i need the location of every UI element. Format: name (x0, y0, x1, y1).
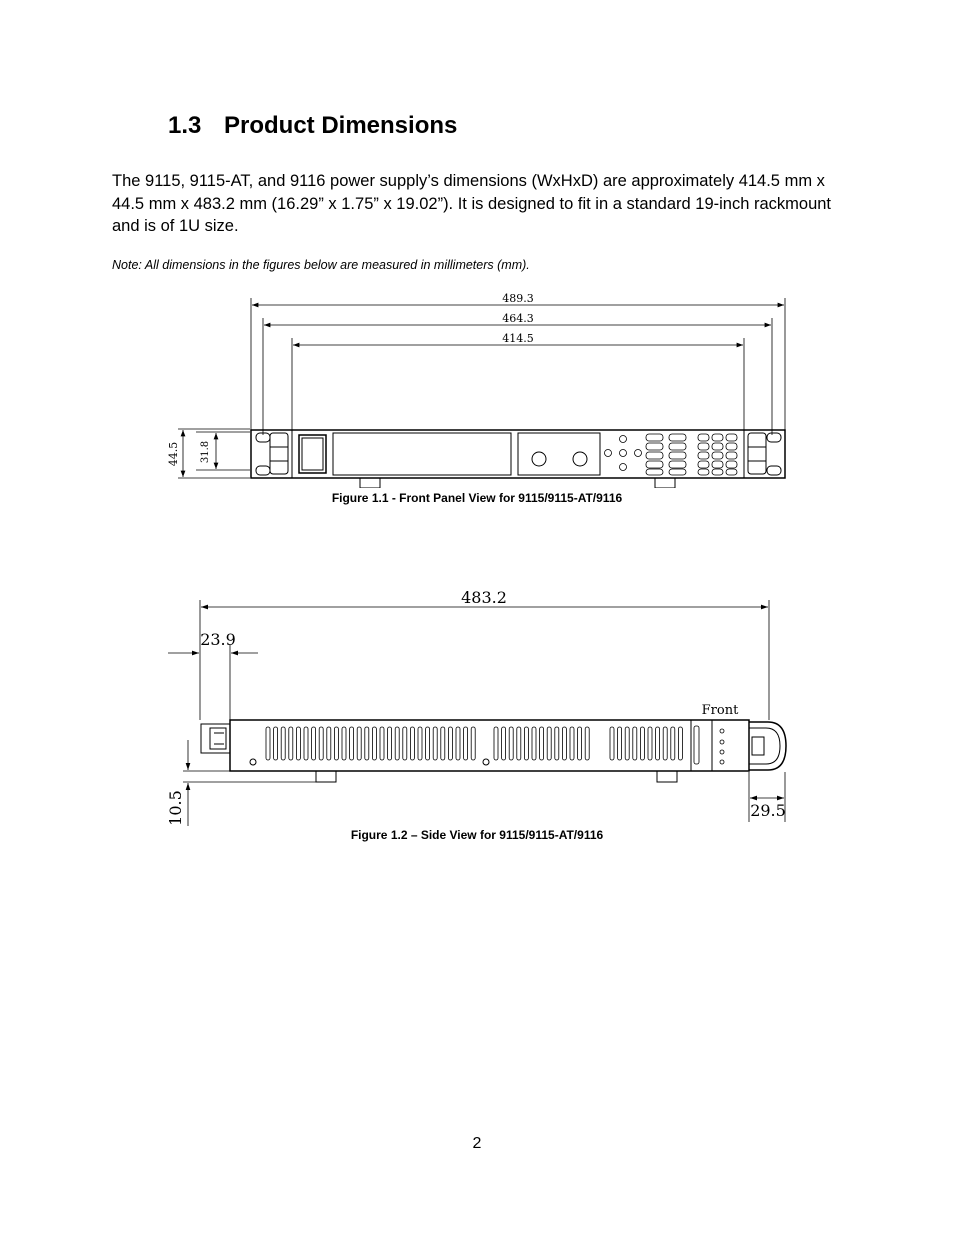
vent-slot (418, 727, 422, 760)
vent-slot (540, 727, 544, 760)
vent-slot (524, 727, 528, 760)
vent-slot (281, 727, 285, 760)
vent-slots-middle (494, 727, 589, 760)
vent-slot (625, 727, 629, 760)
vent-slot (547, 727, 551, 760)
vent-slot (471, 727, 475, 760)
numeric-keypad (698, 434, 737, 475)
vent-slot (678, 727, 682, 760)
section-title: Product Dimensions (224, 112, 458, 139)
vent-slot (618, 727, 622, 760)
figure2-caption: Figure 1.2 – Side View for 9115/9115-AT/9116 (350, 828, 604, 842)
section-number: 1.3 (168, 112, 202, 139)
current-knob (573, 452, 587, 466)
dim-inner-height-label: 31.8 (200, 440, 211, 464)
vent-slot (633, 727, 637, 760)
vent-slot (426, 727, 430, 760)
section-heading (168, 112, 457, 140)
front-foot-right (655, 478, 675, 488)
vent-slot (509, 727, 513, 760)
front-handle-side (749, 722, 786, 770)
vent-slot (441, 727, 445, 760)
vent-slot (562, 727, 566, 760)
dim-handle-depth-label: 29.5 (750, 801, 786, 820)
vent-slot (517, 727, 521, 760)
front-panel-figure (160, 288, 800, 488)
vent-slot (342, 727, 346, 760)
dim-feet-label: 10.5 (166, 790, 185, 826)
knob-panel (518, 433, 600, 475)
vent-slot (578, 727, 582, 760)
vent-slot (395, 727, 399, 760)
screw (250, 759, 256, 765)
vent-slot (304, 727, 308, 760)
vent-slot (464, 727, 468, 760)
dim-rear-label: 23.9 (200, 630, 236, 649)
vent-slot (640, 727, 644, 760)
vent-slot (671, 727, 675, 760)
vent-slot (312, 727, 316, 760)
vent-slot (494, 727, 498, 760)
intro-paragraph: The 9115, 9115-AT, and 9116 power supply’s dimensions (WxHxD) are approximately 414.5 mm x 44.5 mm x 483.2 mm (16.29” x 1.75” x 19.02”). It is designed to fit in a standard 19-inch rackmount and is of 1U size. (112, 172, 832, 235)
vent-slot (610, 727, 614, 760)
indicator-buttons (605, 436, 642, 471)
vent-slot (585, 727, 589, 760)
vent-slot (274, 727, 278, 760)
dim-height-label: 44.5 (167, 441, 180, 467)
page-number: 2 (472, 1135, 482, 1152)
left-handle (256, 433, 288, 475)
vent-slot (648, 727, 652, 760)
vent-slot (266, 727, 270, 760)
vent-slot (502, 727, 506, 760)
vent-slot (663, 727, 667, 760)
vent-slot (350, 727, 354, 760)
vent-slot (334, 727, 338, 760)
side-view-figure (160, 585, 800, 830)
front-side-dot (720, 740, 724, 744)
side-foot-rear (316, 771, 336, 782)
vent-slot (570, 727, 574, 760)
vent-slots-left (266, 727, 475, 760)
vent-slot (388, 727, 392, 760)
vent-slot (319, 727, 323, 760)
dim-handles-label: 464.3 (502, 312, 534, 325)
rear-connector (201, 724, 230, 753)
vent-slot (380, 727, 384, 760)
vent-slot (532, 727, 536, 760)
power-switch-inner (302, 438, 323, 470)
front-side-dot (720, 750, 724, 754)
vent-slot (448, 727, 452, 760)
right-handle (748, 433, 781, 475)
power-switch (299, 435, 326, 473)
vent-slot (296, 727, 300, 760)
vent-slot (456, 727, 460, 760)
function-keys (646, 434, 686, 475)
dimensions-note: Note: All dimensions in the figures below are measured in millimeters (mm). (112, 258, 530, 272)
vent-slot (410, 727, 414, 760)
front-side-slot (694, 726, 699, 764)
front-label: Front (701, 703, 739, 718)
figure1-caption: Figure 1.1 - Front Panel View for 9115/9115-AT/9116 (331, 491, 623, 505)
front-foot-left (360, 478, 380, 488)
vent-slot (372, 727, 376, 760)
side-foot-front (657, 771, 677, 782)
vent-slot (403, 727, 407, 760)
vent-slot (365, 727, 369, 760)
dim-overall-label: 489.3 (502, 292, 534, 305)
front-side-dot (720, 760, 724, 764)
vent-slots-right (610, 727, 682, 760)
vent-slot (656, 727, 660, 760)
dim-body-label: 414.5 (502, 332, 534, 345)
vent-slot (289, 727, 293, 760)
vent-slot (555, 727, 559, 760)
screw (483, 759, 489, 765)
dim-depth-label: 483.2 (461, 588, 507, 607)
front-side-dot (720, 729, 724, 733)
display-window (333, 433, 511, 475)
vent-slot (357, 727, 361, 760)
vent-slot (327, 727, 331, 760)
voltage-knob (532, 452, 546, 466)
vent-slot (433, 727, 437, 760)
